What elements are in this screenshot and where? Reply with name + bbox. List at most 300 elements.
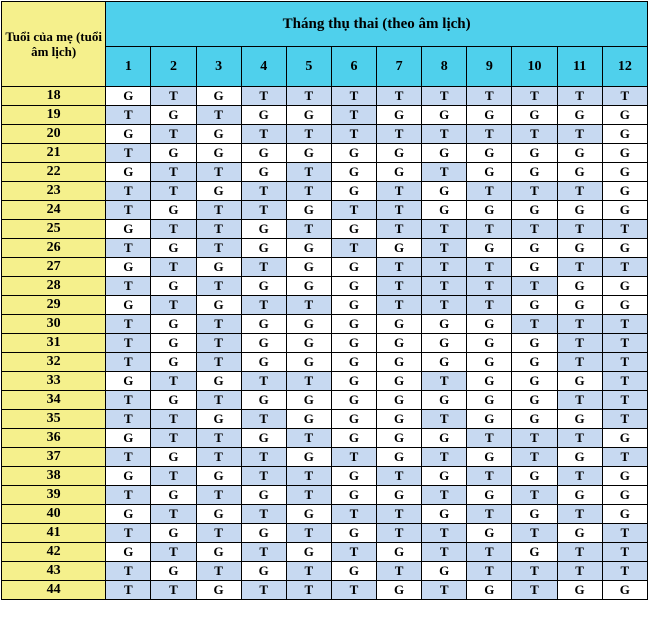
gender-cell: T: [422, 524, 467, 543]
gender-cell: T: [106, 315, 151, 334]
table-row: [2, 467, 648, 486]
gender-cell: T: [467, 505, 512, 524]
gender-cell: G: [422, 315, 467, 334]
gender-cell: T: [602, 372, 647, 391]
month-header: 2: [151, 47, 196, 87]
gender-cell: G: [286, 543, 331, 562]
age-cell: 38: [2, 467, 106, 486]
gender-cell: G: [467, 448, 512, 467]
gender-cell: G: [377, 106, 422, 125]
gender-cell: T: [151, 220, 196, 239]
gender-cell: G: [467, 334, 512, 353]
gender-cell: T: [151, 543, 196, 562]
gender-cell: T: [241, 467, 286, 486]
table-row: [2, 334, 648, 353]
gender-cell: G: [331, 315, 376, 334]
gender-cell: G: [331, 182, 376, 201]
gender-cell: G: [331, 220, 376, 239]
gender-cell: G: [467, 315, 512, 334]
gender-cell: G: [196, 581, 241, 600]
gender-cell: G: [512, 239, 557, 258]
gender-cell: T: [377, 296, 422, 315]
gender-cell: G: [286, 106, 331, 125]
gender-cell: T: [106, 353, 151, 372]
gender-cell: T: [241, 581, 286, 600]
gender-cell: T: [422, 543, 467, 562]
gender-cell: T: [286, 429, 331, 448]
gender-cell: G: [557, 296, 602, 315]
gender-cell: G: [331, 296, 376, 315]
gender-cell: G: [196, 505, 241, 524]
gender-cell: T: [241, 448, 286, 467]
gender-prediction-chart: [1, 1, 648, 600]
month-header: 4: [241, 47, 286, 87]
gender-cell: T: [422, 239, 467, 258]
gender-cell: T: [602, 562, 647, 581]
gender-cell: G: [512, 391, 557, 410]
gender-cell: T: [241, 87, 286, 106]
gender-cell: T: [151, 372, 196, 391]
gender-cell: G: [151, 353, 196, 372]
gender-cell: T: [512, 220, 557, 239]
gender-cell: T: [512, 315, 557, 334]
gender-cell: T: [557, 258, 602, 277]
gender-cell: T: [602, 334, 647, 353]
gender-cell: G: [377, 144, 422, 163]
gender-cell: G: [241, 277, 286, 296]
gender-cell: T: [422, 258, 467, 277]
table-row: [2, 524, 648, 543]
age-cell: 22: [2, 163, 106, 182]
age-cell: 30: [2, 315, 106, 334]
gender-cell: G: [331, 144, 376, 163]
gender-cell: G: [602, 125, 647, 144]
gender-cell: G: [196, 296, 241, 315]
table-row: [2, 391, 648, 410]
gender-cell: G: [467, 106, 512, 125]
age-cell: 26: [2, 239, 106, 258]
gender-cell: T: [196, 353, 241, 372]
gender-cell: T: [151, 581, 196, 600]
gender-cell: G: [512, 353, 557, 372]
gender-cell: G: [602, 467, 647, 486]
gender-cell: G: [377, 334, 422, 353]
gender-cell: T: [512, 448, 557, 467]
age-cell: 44: [2, 581, 106, 600]
gender-cell: G: [151, 201, 196, 220]
gender-cell: T: [467, 296, 512, 315]
gender-cell: G: [422, 353, 467, 372]
gender-cell: G: [557, 163, 602, 182]
table-row: [2, 182, 648, 201]
gender-cell: T: [422, 296, 467, 315]
gender-cell: T: [602, 410, 647, 429]
gender-cell: G: [377, 429, 422, 448]
gender-cell: G: [422, 334, 467, 353]
gender-cell: T: [602, 220, 647, 239]
gender-cell: T: [196, 106, 241, 125]
age-cell: 42: [2, 543, 106, 562]
age-cell: 25: [2, 220, 106, 239]
table-row: [2, 144, 648, 163]
gender-cell: T: [151, 410, 196, 429]
gender-cell: T: [422, 410, 467, 429]
gender-cell: T: [422, 220, 467, 239]
gender-cell: G: [196, 372, 241, 391]
age-cell: 27: [2, 258, 106, 277]
gender-cell: G: [331, 163, 376, 182]
gender-cell: T: [196, 277, 241, 296]
gender-cell: T: [241, 258, 286, 277]
gender-cell: T: [196, 429, 241, 448]
gender-cell: G: [151, 524, 196, 543]
gender-cell: G: [422, 201, 467, 220]
age-cell: 29: [2, 296, 106, 315]
gender-cell: G: [602, 429, 647, 448]
gender-cell: T: [422, 163, 467, 182]
month-header: 3: [196, 47, 241, 87]
gender-cell: T: [377, 277, 422, 296]
gender-cell: G: [331, 372, 376, 391]
gender-cell: G: [241, 429, 286, 448]
gender-cell: T: [151, 182, 196, 201]
gender-cell: G: [557, 448, 602, 467]
gender-cell: G: [151, 391, 196, 410]
gender-cell: G: [151, 106, 196, 125]
gender-cell: G: [151, 486, 196, 505]
gender-cell: T: [467, 277, 512, 296]
gender-cell: G: [241, 106, 286, 125]
gender-cell: T: [151, 429, 196, 448]
gender-cell: G: [557, 239, 602, 258]
gender-cell: G: [106, 429, 151, 448]
gender-cell: G: [422, 106, 467, 125]
table-row: [2, 106, 648, 125]
gender-cell: G: [331, 334, 376, 353]
gender-cell: G: [331, 486, 376, 505]
gender-cell: G: [151, 277, 196, 296]
gender-cell: G: [422, 429, 467, 448]
gender-cell: T: [151, 163, 196, 182]
gender-cell: G: [241, 562, 286, 581]
table-row: [2, 543, 648, 562]
gender-cell: T: [241, 125, 286, 144]
gender-cell: T: [512, 581, 557, 600]
gender-cell: G: [467, 144, 512, 163]
gender-cell: G: [377, 372, 422, 391]
age-cell: 43: [2, 562, 106, 581]
gender-cell: T: [422, 277, 467, 296]
gender-cell: T: [377, 467, 422, 486]
gender-cell: T: [106, 391, 151, 410]
gender-cell: G: [422, 391, 467, 410]
gender-cell: G: [286, 353, 331, 372]
gender-cell: G: [241, 486, 286, 505]
header-row-title: [2, 2, 648, 47]
gender-cell: T: [377, 220, 422, 239]
gender-cell: G: [602, 486, 647, 505]
gender-cell: G: [557, 486, 602, 505]
gender-cell: G: [286, 258, 331, 277]
age-cell: 24: [2, 201, 106, 220]
gender-cell: G: [467, 239, 512, 258]
gender-cell: T: [196, 163, 241, 182]
gender-cell: T: [286, 524, 331, 543]
gender-cell: G: [286, 239, 331, 258]
gender-cell: T: [557, 429, 602, 448]
gender-cell: G: [286, 315, 331, 334]
month-header: 8: [422, 47, 467, 87]
gender-cell: G: [557, 524, 602, 543]
gender-cell: T: [602, 448, 647, 467]
gender-cell: T: [331, 448, 376, 467]
gender-cell: G: [106, 258, 151, 277]
gender-cell: G: [196, 467, 241, 486]
gender-cell: G: [467, 201, 512, 220]
gender-cell: T: [422, 486, 467, 505]
table-row: [2, 410, 648, 429]
gender-cell: T: [286, 486, 331, 505]
gender-cell: G: [602, 581, 647, 600]
age-cell: 35: [2, 410, 106, 429]
table-row: [2, 277, 648, 296]
gender-cell: T: [331, 106, 376, 125]
gender-cell: T: [106, 277, 151, 296]
gender-cell: T: [286, 87, 331, 106]
gender-cell: T: [602, 87, 647, 106]
age-cell: 18: [2, 87, 106, 106]
gender-cell: T: [286, 163, 331, 182]
age-column-header: Tuổi của mẹ (tuổi âm lịch): [2, 2, 106, 87]
gender-cell: G: [422, 182, 467, 201]
gender-cell: G: [602, 239, 647, 258]
gender-cell: G: [241, 391, 286, 410]
gender-cell: G: [557, 201, 602, 220]
gender-cell: G: [557, 144, 602, 163]
gender-cell: G: [377, 581, 422, 600]
gender-cell: T: [241, 201, 286, 220]
gender-cell: T: [557, 467, 602, 486]
gender-cell: G: [512, 410, 557, 429]
gender-cell: T: [106, 562, 151, 581]
gender-cell: G: [377, 410, 422, 429]
gender-cell: T: [377, 87, 422, 106]
gender-cell: G: [241, 315, 286, 334]
gender-cell: T: [106, 410, 151, 429]
month-header: 5: [286, 47, 331, 87]
gender-cell: T: [377, 524, 422, 543]
gender-cell: G: [196, 144, 241, 163]
gender-cell: T: [467, 429, 512, 448]
gender-cell: T: [241, 296, 286, 315]
gender-cell: G: [602, 277, 647, 296]
gender-cell: G: [602, 106, 647, 125]
gender-cell: G: [241, 163, 286, 182]
month-header: 6: [331, 47, 376, 87]
gender-cell: G: [377, 239, 422, 258]
gender-cell: T: [422, 125, 467, 144]
table-row: [2, 201, 648, 220]
gender-cell: T: [196, 220, 241, 239]
gender-cell: G: [196, 125, 241, 144]
gender-cell: T: [557, 353, 602, 372]
gender-cell: T: [377, 258, 422, 277]
table-row: [2, 87, 648, 106]
gender-cell: T: [106, 334, 151, 353]
gender-cell: T: [557, 334, 602, 353]
gender-cell: G: [512, 296, 557, 315]
gender-cell: G: [286, 144, 331, 163]
gender-cell: T: [106, 106, 151, 125]
gender-cell: G: [377, 543, 422, 562]
gender-cell: G: [106, 296, 151, 315]
gender-cell: T: [602, 353, 647, 372]
gender-cell: T: [557, 562, 602, 581]
gender-cell: T: [467, 87, 512, 106]
gender-cell: G: [467, 581, 512, 600]
gender-cell: G: [331, 562, 376, 581]
gender-cell: T: [106, 448, 151, 467]
age-cell: 36: [2, 429, 106, 448]
gender-cell: G: [331, 429, 376, 448]
gender-cell: T: [467, 562, 512, 581]
gender-cell: G: [106, 505, 151, 524]
gender-cell: T: [557, 220, 602, 239]
gender-cell: G: [377, 391, 422, 410]
gender-cell: T: [602, 391, 647, 410]
gender-cell: T: [467, 467, 512, 486]
gender-cell: T: [286, 296, 331, 315]
gender-cell: G: [467, 353, 512, 372]
gender-cell: T: [512, 87, 557, 106]
gender-cell: T: [422, 372, 467, 391]
gender-cell: T: [557, 87, 602, 106]
age-cell: 32: [2, 353, 106, 372]
gender-cell: T: [331, 201, 376, 220]
gender-cell: T: [331, 543, 376, 562]
gender-cell: T: [196, 562, 241, 581]
gender-cell: T: [106, 144, 151, 163]
chart-body: [2, 87, 648, 600]
gender-cell: G: [331, 467, 376, 486]
gender-cell: T: [151, 296, 196, 315]
gender-cell: G: [377, 486, 422, 505]
gender-cell: G: [286, 410, 331, 429]
table-row: [2, 562, 648, 581]
gender-cell: G: [557, 106, 602, 125]
gender-cell: G: [467, 410, 512, 429]
gender-cell: T: [377, 505, 422, 524]
gender-cell: G: [377, 353, 422, 372]
gender-cell: T: [151, 505, 196, 524]
age-cell: 37: [2, 448, 106, 467]
gender-cell: T: [331, 581, 376, 600]
gender-cell: G: [196, 258, 241, 277]
gender-cell: T: [241, 543, 286, 562]
gender-cell: T: [467, 258, 512, 277]
gender-cell: G: [377, 315, 422, 334]
gender-cell: G: [106, 163, 151, 182]
gender-cell: G: [151, 239, 196, 258]
age-cell: 41: [2, 524, 106, 543]
gender-cell: G: [241, 334, 286, 353]
month-header: 11: [557, 47, 602, 87]
gender-cell: T: [196, 486, 241, 505]
gender-cell: G: [512, 505, 557, 524]
table-row: [2, 486, 648, 505]
gender-cell: T: [512, 429, 557, 448]
table-row: [2, 372, 648, 391]
table-row: [2, 448, 648, 467]
gender-cell: T: [286, 372, 331, 391]
gender-cell: G: [196, 182, 241, 201]
month-header: 7: [377, 47, 422, 87]
age-cell: 28: [2, 277, 106, 296]
gender-cell: G: [196, 87, 241, 106]
gender-cell: G: [467, 372, 512, 391]
gender-cell: T: [241, 505, 286, 524]
gender-cell: T: [512, 562, 557, 581]
chart-title: Tháng thụ thai (theo âm lịch): [106, 2, 648, 47]
gender-cell: T: [106, 182, 151, 201]
gender-cell: T: [241, 410, 286, 429]
gender-cell: G: [106, 87, 151, 106]
gender-cell: T: [467, 125, 512, 144]
gender-cell: G: [467, 486, 512, 505]
gender-cell: T: [196, 334, 241, 353]
gender-cell: T: [196, 524, 241, 543]
gender-cell: T: [196, 391, 241, 410]
table-row: [2, 163, 648, 182]
gender-cell: T: [602, 258, 647, 277]
gender-cell: G: [286, 277, 331, 296]
gender-cell: T: [331, 87, 376, 106]
gender-cell: T: [286, 182, 331, 201]
gender-cell: T: [196, 239, 241, 258]
month-header: 12: [602, 47, 647, 87]
gender-cell: T: [377, 125, 422, 144]
gender-cell: G: [467, 391, 512, 410]
gender-cell: T: [331, 125, 376, 144]
gender-cell: G: [512, 201, 557, 220]
gender-cell: G: [331, 277, 376, 296]
gender-cell: T: [512, 125, 557, 144]
gender-cell: G: [557, 372, 602, 391]
gender-cell: T: [106, 486, 151, 505]
gender-cell: G: [241, 220, 286, 239]
gender-cell: G: [196, 543, 241, 562]
gender-cell: G: [331, 391, 376, 410]
gender-cell: G: [512, 543, 557, 562]
gender-cell: G: [422, 505, 467, 524]
age-cell: 21: [2, 144, 106, 163]
gender-cell: G: [241, 144, 286, 163]
gender-cell: T: [286, 467, 331, 486]
gender-cell: T: [557, 182, 602, 201]
gender-cell: G: [286, 505, 331, 524]
gender-cell: G: [602, 182, 647, 201]
table-row: [2, 505, 648, 524]
gender-cell: G: [377, 448, 422, 467]
table-row: [2, 581, 648, 600]
age-cell: 39: [2, 486, 106, 505]
gender-cell: T: [512, 486, 557, 505]
gender-cell: T: [151, 467, 196, 486]
gender-cell: T: [331, 239, 376, 258]
table-row: [2, 220, 648, 239]
table-row: [2, 239, 648, 258]
gender-cell: G: [286, 391, 331, 410]
